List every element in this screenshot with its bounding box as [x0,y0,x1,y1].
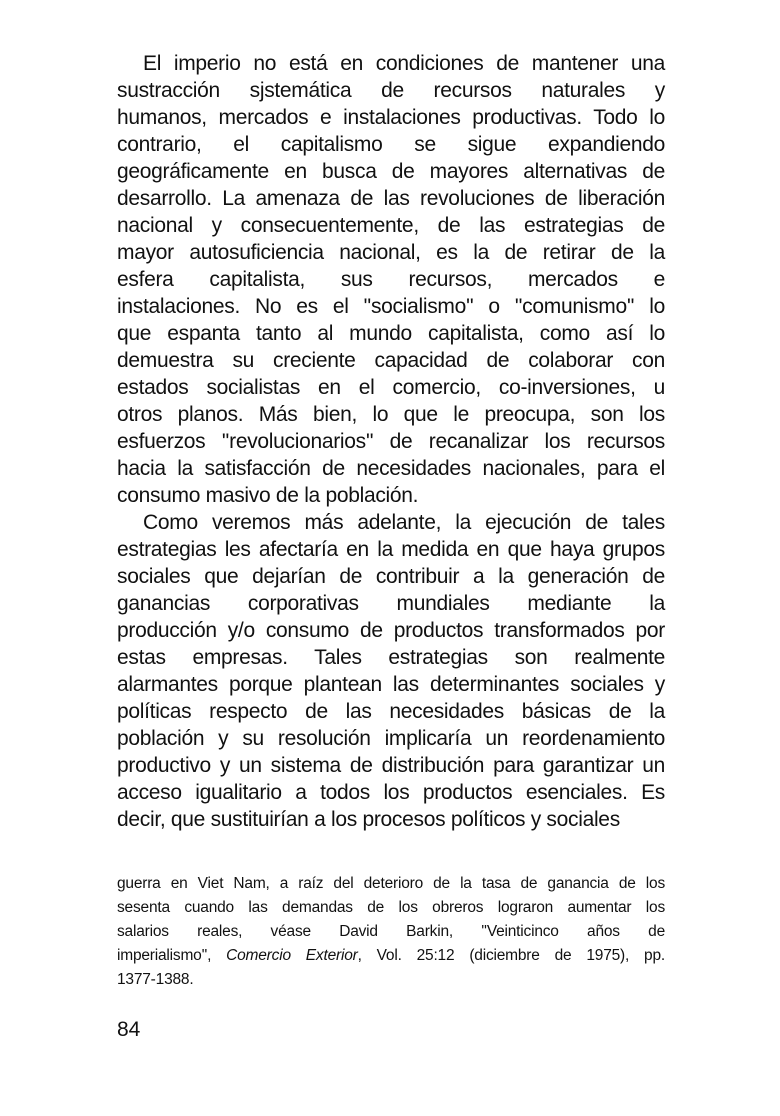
text-line: decir, que sustituirían a los procesos políticos y sociales [117,808,620,831]
text-line: instalaciones. No es el ''socialismo'' o ''comunismo'' lo [117,295,665,318]
text-line: sociales que dejarían de contribuir a la generación de [117,565,665,588]
main-text [117,50,665,833]
text-line: ganancias corporativas mundiales mediante la [117,592,665,615]
text-line: mayor autosuficiencia nacional, es la de retirar de la [117,241,665,264]
footnote-line: guerra en Viet Nam, a raíz del deterioro de la tasa de ganancia de los [117,875,665,892]
footnote [117,872,665,992]
footnote-text: , Vol. 25:12 (diciembre de 1975), pp. [357,947,665,964]
text-line: acceso igualitario a todos los productos esenciales. Es [117,781,665,804]
text-line: nacional y consecuentemente, de las estrategias de [117,214,665,237]
text-line: Como veremos más adelante, la ejecución de tales [143,511,665,534]
footnote-line: sesenta cuando las demandas de los obreros lograron aumentar los [117,899,665,916]
text-line: contrario, el capitalismo se sigue expandiendo [117,133,665,156]
text-line: población y su resolución implicaría un reordenamiento [117,727,665,750]
footnote-text: imperialismo'', [117,947,227,964]
journal-title: Comercio Exterior [226,947,358,964]
text-line: otros planos. Más bien, lo que le preocupa, son los [117,403,665,426]
text-line: consumo masivo de la población. [117,484,419,507]
text-line: estados socialistas en el comercio, co-inversiones, u [117,376,665,399]
text-line: producción y/o consumo de productos transformados por [117,619,665,642]
text-line: geográficamente en busca de mayores alternativas de [117,160,665,183]
text-line: estrategias les afectaría en la medida en que haya grupos [117,538,665,561]
text-line: estas empresas. Tales estrategias son realmente [117,646,665,669]
text-line: esfuerzos ''revolucionarios'' de recanalizar los recursos [117,430,665,453]
text-line: demuestra su creciente capacidad de colaborar con [117,349,665,372]
text-line: esfera capitalista, sus recursos, mercados e [117,268,665,291]
text-line: hacia la satisfacción de necesidades nacionales, para el [117,457,665,480]
page-number: 84 [117,1018,141,1041]
text-line: humanos, mercados e instalaciones productivas. Todo lo [117,106,665,129]
text-line: alarmantes porque plantean las determinantes sociales y [117,673,665,696]
text-line: desarrollo. La amenaza de las revoluciones de liberación [117,187,665,210]
text-line: El imperio no está en condiciones de mantener una [143,52,665,75]
text-line: políticas respecto de las necesidades básicas de la [117,700,665,723]
footnote-line: 1377-1388. [117,971,194,988]
text-line: productivo y un sistema de distribución para garantizar un [117,754,665,777]
footnote-line [117,944,665,968]
text-line: sustracción sjstemática de recursos naturales y [117,79,665,102]
text-line: que espanta tanto al mundo capitalista, como así lo [117,322,665,345]
footnote-line: salarios reales, véase David Barkin, ''Veinticinco años de [117,923,665,940]
